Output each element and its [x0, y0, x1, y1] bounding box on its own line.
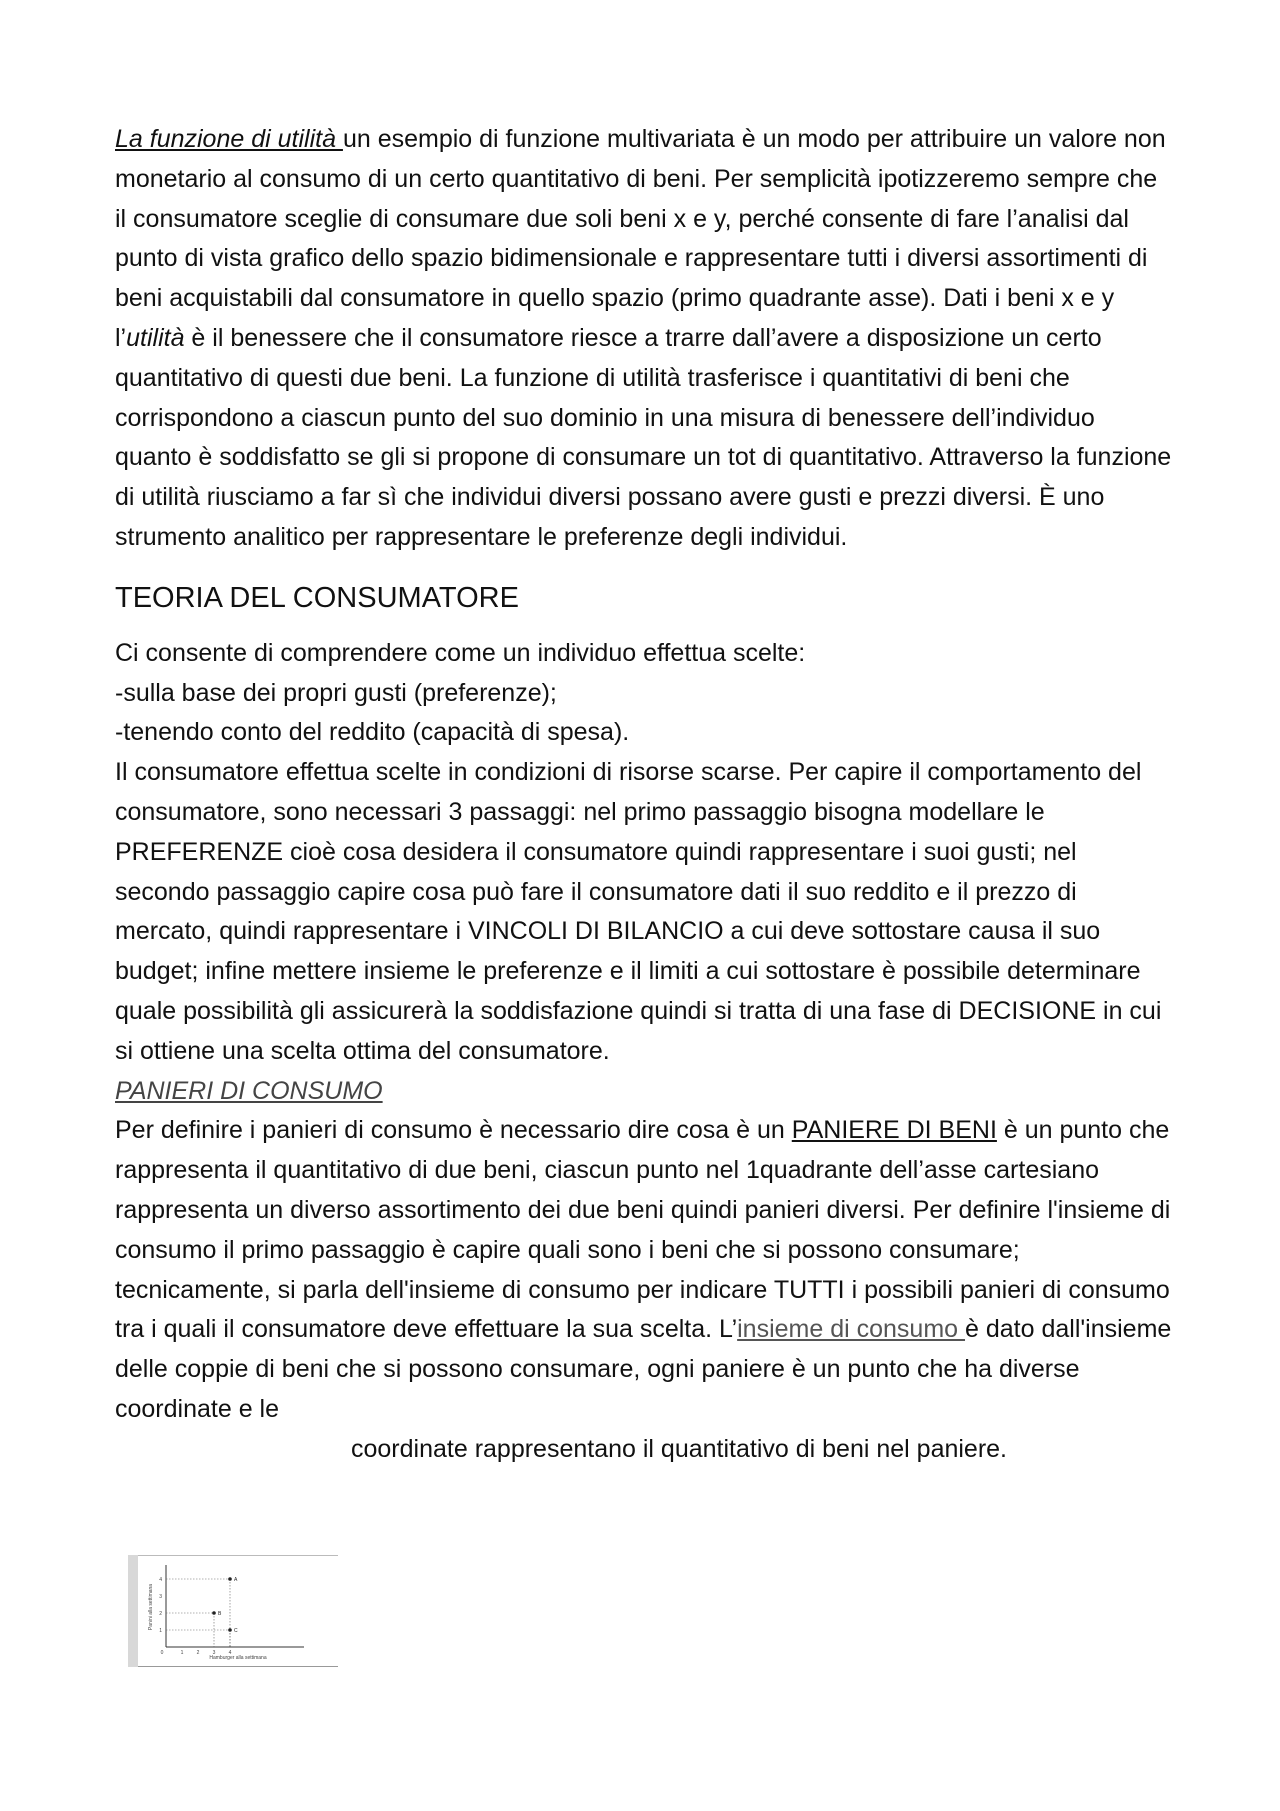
term-basket: PANIERE DI BENI [791, 1116, 997, 1145]
y-tick-label: 1 [159, 1628, 162, 1634]
x-tick-label: 1 [180, 1650, 184, 1656]
x-tick-label: 3 [212, 1650, 216, 1656]
y-tick-label: 3 [159, 1594, 162, 1600]
paragraph-text: è il benessere che il consumatore riesce a trarre dall’avere a disposizione un certo quantitativo di questi due beni. La funzione di utilità trasferisce i quantitativi di beni che corrispondono a ciascun punto del suo dominio in una misura di benessere dell’individuo quanto è soddisfatto se gli si propone di consumare un tot di quantitativo. Attraverso la funzione di utilità riusciamo a far sì che individui diversi possano avere gusti e prezzi diversi. È uno strumento analitico per rappresentare le preferenze degli individui. [115, 323, 1172, 551]
y-tick-label: 2 [159, 1611, 162, 1617]
basket-point-label: A [234, 1577, 238, 1583]
basket-point [228, 1577, 232, 1581]
section-heading: TEORIA DEL CONSUMATORE [115, 581, 519, 614]
basket-point-label: C [234, 1628, 238, 1634]
paragraph-baskets [115, 1111, 1175, 1429]
x-tick-label: 0 [160, 1650, 164, 1656]
basket-point [228, 1628, 232, 1632]
y-tick-label: 4 [159, 1577, 162, 1583]
basket-point-label: B [218, 1611, 222, 1617]
subheading-baskets: PANIERI DI CONSUMO [115, 1076, 383, 1105]
figure-border [138, 1666, 338, 1667]
paragraph-text: Il consumatore effettua scelte in condizioni di risorse scarse. Per capire il comportamento del consumatore, sono necessari 3 passaggi: nel primo passaggio bisogna modellare le PREFERENZE cioè cosa desidera il consumatore quindi rappresentare i suoi gusti; nel secondo passaggio capire cosa può fare il consumatore dati il suo reddito e il prezzo di mercato, quindi rappresentare i VINCOLI DI BILANCIO a cui deve sottostare causa il suo budget; infine mettere insieme le preferenze e il limiti a cui sottostare è possibile determinare quale possibilità gli assicurerà la soddisfazione quindi si tratta di una fase di DECISIONE in cui si ottiene una scelta ottima del consumatore. [115, 758, 1162, 1065]
paragraph-text: è un punto che rappresenta il quantitativo di due beni, ciascun punto nel 1quadrante dell’asse cartesiano rappresenta un diverso assortimento dei due beni quindi panieri diversi. Per definire l'insieme di consumo il primo passaggio è capire quali sono i beni che si possono consumare; tecnicamente, si parla dell'insieme di consumo per indicare TUTTI i possibili panieri di consumo tra i quali il consumatore deve effettuare la sua scelta. L’ [115, 1116, 1171, 1344]
document-page [115, 120, 1175, 1470]
line-text: Ci consente di comprendere come un individuo effettua scelte: [115, 638, 806, 667]
line-text: -sulla base dei propri gusti (preferenze); [115, 678, 557, 707]
term-consumption-set: insieme di consumo [737, 1315, 966, 1344]
paragraph-utility [115, 120, 1175, 558]
figure-strip [128, 1555, 138, 1667]
basket-plot [128, 1555, 338, 1667]
x-axis-label: Hamburger alla settimana [209, 1655, 267, 1661]
term-utility: utilità [126, 323, 185, 352]
paragraph-text: è dato dall'insieme delle coppie di beni che si possono consumare, ogni paniere è un punto che ha diverse coordinate e le [115, 1315, 1172, 1423]
consumption-set-figure [128, 1555, 338, 1667]
term-utility-function: La funzione di utilità [115, 125, 343, 153]
paragraph-text: un esempio di funzione multivariata è un modo per attribuire un valore non monetario al consumo di un certo quantitativo di beni. Per semplicità ipotizzeremo sempre che il consumatore sceglie di consumare due soli beni x e y, perché consente di fare l’analisi dal punto di vista grafico dello spazio bidimensionale e rappresentare tutti i diversi assortimenti di beni acquistabili dal consumatore in quello spazio (primo quadrante asse). Dati i beni x e y l’ [115, 125, 1166, 352]
paragraph-theory [115, 634, 1175, 1072]
paragraph-last-line: coordinate rappresentano il quantitativo di beni nel paniere. [351, 1434, 1008, 1463]
x-tick-label: 2 [196, 1650, 200, 1656]
x-tick-label: 4 [228, 1650, 232, 1656]
paragraph-text: Per definire i panieri di consumo è necessario dire cosa è un [115, 1116, 792, 1145]
y-axis-label: Panini alla settimana [148, 1583, 154, 1631]
figure-border [138, 1555, 338, 1556]
line-text: -tenendo conto del reddito (capacità di spesa). [115, 718, 630, 747]
basket-point [212, 1611, 216, 1615]
